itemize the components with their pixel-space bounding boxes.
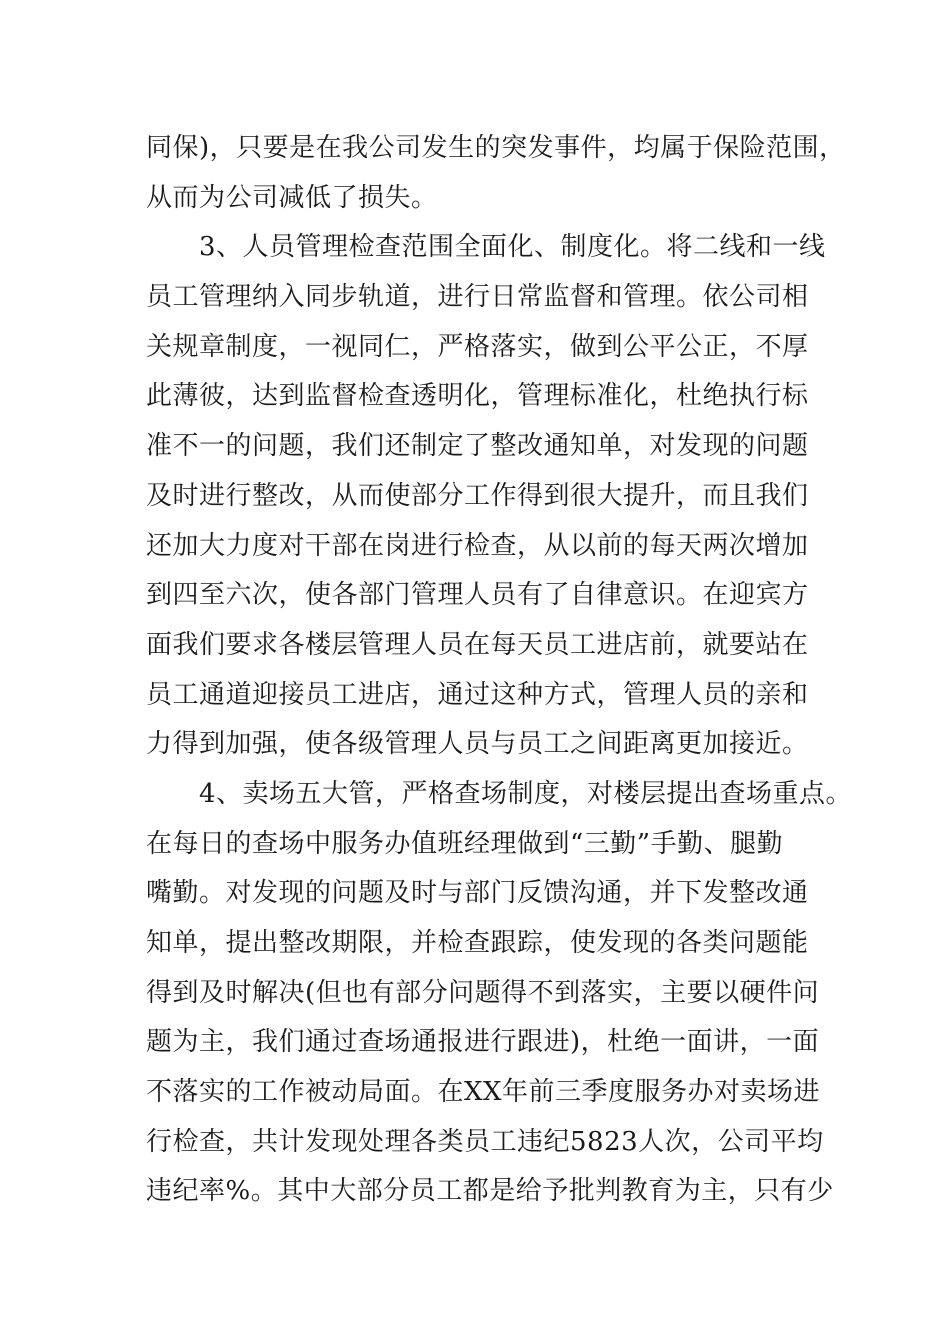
- text-line: 及时进行整改，从而使部分工作得到很大提升，而且我们: [146, 480, 809, 511]
- body-text: [146, 124, 853, 1217]
- text-line: 嘴勤。对发现的问题及时与部门反馈沟通，并下发整改通: [146, 878, 809, 909]
- text-line: 从而为公司减低了损失。: [146, 182, 438, 213]
- text-line: 到四至六次，使各部门管理人员有了自律意识。在迎宾方: [146, 580, 809, 611]
- text-line: 还加大力度对干部在岗进行检查，从以前的每天两次增加: [146, 530, 809, 561]
- text-line: 员工通道迎接员工进店，通过这种方式，管理人员的亲和: [146, 679, 809, 710]
- text-line: 不落实的工作被动局面。在XX年前三季度服务办对卖场进: [146, 1077, 821, 1108]
- text-line: 行检查，共计发现处理各类员工违纪5823人次，公司平均: [146, 1126, 824, 1157]
- text-line: 力得到加强，使各级管理人员与员工之间距离更加接近。: [146, 729, 809, 760]
- text-line: 面我们要求各楼层管理人员在每天员工进店前，就要站在: [146, 629, 809, 660]
- text-line: 违纪率%。其中大部分员工都是给予批判教育为主，只有少: [146, 1176, 834, 1207]
- text-line: 题为主，我们通过查场通报进行跟进)，杜绝一面讲，一面: [146, 1027, 820, 1058]
- text-line: 此薄彼，达到监督检查透明化，管理标准化，杜绝执行标: [146, 381, 809, 412]
- text-line: 知单，提出整改期限，并检查跟踪，使发现的各类问题能: [146, 928, 809, 958]
- paragraph-start-line: 4、卖场五大管，严格查场制度，对楼层提出查场重点。: [199, 778, 853, 809]
- text-line: 得到及时解决(但也有部分问题得不到落实，主要以硬件问: [146, 977, 820, 1008]
- paragraph-start-line: 3、人员管理检查范围全面化、制度化。将二线和一线: [199, 232, 826, 263]
- text-line: 准不一的问题，我们还制定了整改通知单，对发现的问题: [146, 431, 809, 462]
- text-line: 关规章制度，一视同仁，严格落实，做到公平公正，不厚: [146, 331, 809, 362]
- text-line: 在每日的查场中服务办值班经理做到“三勤”手勤、腿勤: [146, 828, 784, 859]
- text-line: 员工管理纳入同步轨道，进行日常监督和管理。依公司相: [146, 282, 809, 313]
- text-line: 同保)，只要是在我公司发生的突发事件，均属于保险范围，: [146, 133, 846, 163]
